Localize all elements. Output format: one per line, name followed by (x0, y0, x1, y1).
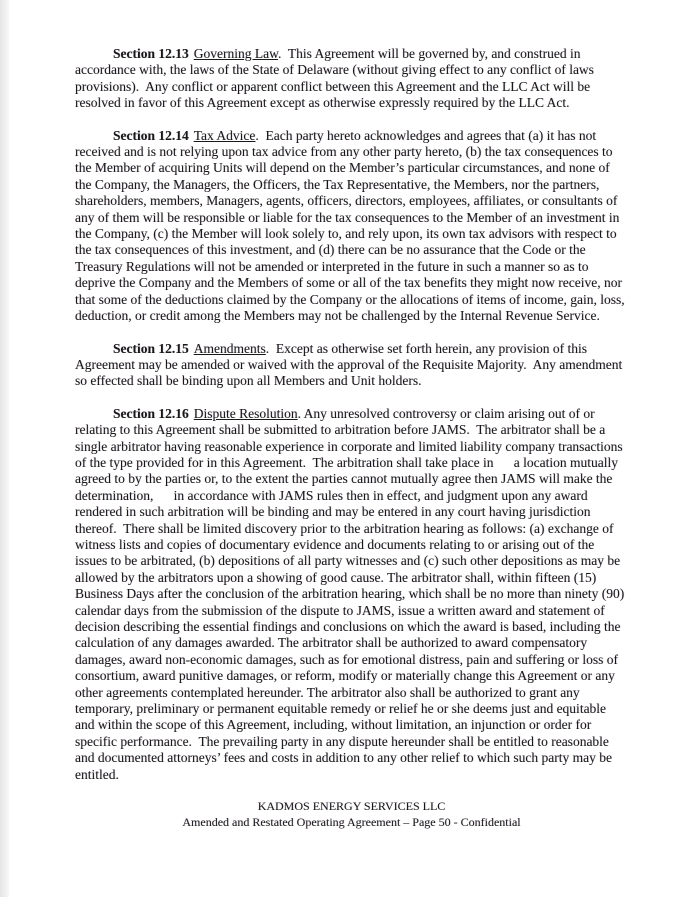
section-12-15-number: Section 12.15 (113, 340, 189, 356)
footer-agreement-line: Amended and Restated Operating Agreement – Page 50 - Confidential (182, 814, 521, 829)
page-footer (75, 799, 628, 830)
section-12-15-body: . Except as otherwise set forth herein, any provision of this Agreement may be amended or waived with the approval of the Requisite Majority. Any amendment so effected shall be binding upon all Members and Unit holders. (75, 340, 626, 389)
paragraph-section-12-15 (75, 341, 628, 390)
section-12-14-title: Tax Advice (193, 127, 256, 143)
section-12-16-number: Section 12.16 (113, 405, 189, 421)
paragraph-section-12-13 (75, 46, 628, 112)
section-12-13-number: Section 12.13 (113, 46, 189, 61)
section-12-13-title: Governing Law (193, 46, 278, 61)
footer-company-name: KADMOS ENERGY SERVICES LLC (257, 799, 446, 814)
section-12-14-number: Section 12.14 (113, 127, 189, 143)
paragraph-section-12-16 (75, 406, 628, 783)
paragraph-section-12-14 (75, 128, 628, 325)
section-12-15-title: Amendments (193, 340, 266, 356)
section-12-16-title: Dispute Resolution (193, 405, 298, 421)
section-12-16-body: . Any unresolved controversy or claim arising out of or relating to this Agreement shall be submitted to arbitration before JAMS. The arbitrator shall be a single arbitrator having reasonable experience in corporate and limited liability company transactions of the type provided for in this Agreement. The arbitration shall take place in a location mutually agreed to by the parties or, to the extent the parties cannot mutually agree then JAMS will make the determination, in accordance with JAMS rules then in effect, and judgment upon any award rendered in such arbitration will be binding and may be entered in any court having jurisdiction thereof. There shall be limited discovery prior to the arbitration hearing as follows: (a) exchange of witness lists and copies of documentary evidence and documents relating to or arising out of the issues to be arbitrated, (b) depositions of all party witnesses and (c) such other depositions as may be allowed by the arbitrators upon a showing of good cause. The arbitrator shall, within fifteen (15) Business Days after the conclusion of the arbitration hearing, which shall be no more than ninety (90) calendar days from the submission of the dispute to JAMS, issue a written award and statement of decision describing the essential findings and conclusions on which the award is based, including the calculation of any damages awarded. The arbitrator shall be authorized to award compensatory damages, award non-economic damages, such as for emotional distress, pain and suffering or loss of consortium, award punitive damages, or reform, modify or materially change this Agreement or any other agreements contemplated hereunder. The arbitrator also shall be authorized to grant any temporary, preliminary or permanent equitable remedy or relief he or she deems just and equitable and within the scope of this Agreement, including, without limitation, an injunction or order for specific performance. The prevailing party in any dispute hereunder shall be entitled to reasonable and documented attorneys’ fees and costs in addition to any other relief to which such party may be entitled. (75, 405, 628, 782)
section-12-14-body: . Each party hereto acknowledges and agrees that (a) it has not received and is not relying upon tax advice from any other party hereto, (b) the tax consequences to the Member of acquiring Units will depend on the Member’s particular circumstances, and none of the Company, the Managers, the Officers, the Tax Representative, the Members, nor the partners, shareholders, members, Managers, agents, officers, directors, employees, affiliates, or consultants of any of them will be responsible or liable for the tax consequences to the Member of an investment in the Company, (c) the Member will look solely to, and rely upon, its own tax advisors with respect to the tax consequences of this investment, and (d) there can be no assurance that the Code or the Treasury Regulations will not be amended or interpreted in the future in such a manner so as to deprive the Company and the Members of some or all of the tax benefits they might now receive, nor that some of the deductions claimed by the Company or the allocations of items of income, gain, loss, deduction, or credit among the Members may not be challenged by the Internal Revenue Service. (75, 127, 629, 324)
section-12-13-body: . This Agreement will be governed by, and construed in accordance with, the laws of the State of Delaware (without giving effect to any conflict of laws provisions). Any conflict or apparent conflict between this Agreement and the LLC Act will be resolved in favor of this Agreement except as otherwise expressly required by the LLC Act. (75, 46, 598, 111)
